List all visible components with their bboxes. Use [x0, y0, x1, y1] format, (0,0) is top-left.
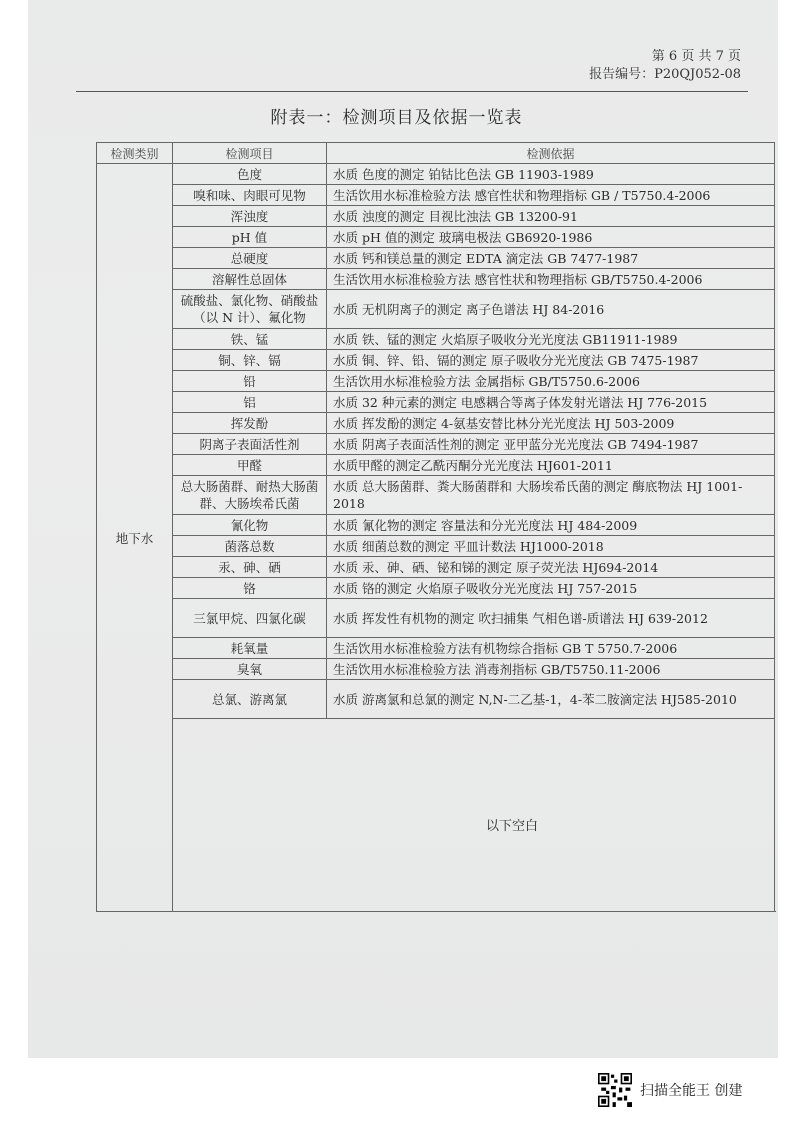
- item-cell: 汞、砷、硒: [173, 557, 327, 578]
- inspection-table: [96, 142, 775, 912]
- table-row: [97, 578, 775, 599]
- item-cell: pH 值: [173, 227, 327, 248]
- header-item: 检测项目: [173, 143, 327, 164]
- basis-cell: 水质 铁、锰的测定 火焰原子吸收分光光度法 GB11911-1989: [327, 329, 775, 350]
- basis-cell: 水质 浊度的测定 目视比浊法 GB 13200-91: [327, 206, 775, 227]
- basis-cell: 生活饮用水标准检验方法有机物综合指标 GB T 5750.7-2006: [327, 638, 775, 659]
- table-row: [97, 371, 775, 392]
- basis-cell: 水质 pH 值的测定 玻璃电极法 GB6920-1986: [327, 227, 775, 248]
- table-row: [97, 434, 775, 455]
- page-title: 附表一：检测项目及依据一览表: [270, 108, 523, 128]
- table-row: [97, 455, 775, 476]
- table-row: [97, 248, 775, 269]
- basis-cell: 水质甲醛的测定乙酰丙酮分光光度法 HJ601-2011: [327, 455, 775, 476]
- item-cell: 溶解性总固体: [173, 269, 327, 290]
- table-row: [97, 269, 775, 290]
- table-row: [97, 659, 775, 680]
- basis-cell: 水质 32 种元素的测定 电感耦合等离子体发射光谱法 HJ 776-2015: [327, 392, 775, 413]
- basis-cell: 水质 色度的测定 铂钴比色法 GB 11903-1989: [327, 164, 775, 185]
- blank-row: [97, 719, 775, 912]
- item-cell: 硫酸盐、氯化物、硝酸盐（以 N 计）、氟化物: [173, 290, 327, 329]
- table-row: [97, 515, 775, 536]
- basis-cell: 水质 铜、锌、铅、镉的测定 原子吸收分光光度法 GB 7475-1987: [327, 350, 775, 371]
- basis-cell: 水质 钙和镁总量的测定 EDTA 滴定法 GB 7477-1987: [327, 248, 775, 269]
- table-row: [97, 227, 775, 248]
- table-row: [97, 290, 775, 329]
- page-number: 第 6 页 共 7 页: [651, 49, 741, 64]
- item-cell: 臭氧: [173, 659, 327, 680]
- basis-cell: 水质 铬的测定 火焰原子吸收分光光度法 HJ 757-2015: [327, 578, 775, 599]
- scanner-watermark: [598, 1072, 742, 1108]
- basis-cell: 水质 无机阴离子的测定 离子色谱法 HJ 84-2016: [327, 290, 775, 329]
- basis-cell: 水质 汞、砷、硒、铋和锑的测定 原子荧光法 HJ694-2014: [327, 557, 775, 578]
- basis-cell: 水质 总大肠菌群、粪大肠菌群和 大肠埃希氏菌的测定 酶底物法 HJ 1001-2018: [327, 476, 775, 515]
- basis-cell: 水质 阴离子表面活性剂的测定 亚甲蓝分光光度法 GB 7494-1987: [327, 434, 775, 455]
- report-number: 报告编号：P20QJ052-08: [589, 67, 741, 82]
- basis-cell: 水质 细菌总数的测定 平皿计数法 HJ1000-2018: [327, 536, 775, 557]
- table-row: [97, 557, 775, 578]
- basis-cell: 生活饮用水标准检验方法 消毒剂指标 GB/T5750.11-2006: [327, 659, 775, 680]
- basis-cell: 生活饮用水标准检验方法 感官性状和物理指标 GB/T5750.4-2006: [327, 269, 775, 290]
- table-row: [97, 392, 775, 413]
- item-cell: 铝: [173, 392, 327, 413]
- table-row: [97, 164, 775, 185]
- table-row: [97, 206, 775, 227]
- table-row: [97, 638, 775, 659]
- blank-cell: [173, 719, 775, 912]
- item-cell: 嗅和味、肉眼可见物: [173, 185, 327, 206]
- basis-cell: 水质 挥发性有机物的测定 吹扫捕集 气相色谱-质谱法 HJ 639-2012: [327, 599, 775, 638]
- item-cell: 浑浊度: [173, 206, 327, 227]
- header-divider: [76, 91, 748, 92]
- header-category: 检测类别: [97, 143, 173, 164]
- item-cell: 铅: [173, 371, 327, 392]
- table-row: [97, 536, 775, 557]
- item-cell: 铬: [173, 578, 327, 599]
- table-row: [97, 680, 775, 719]
- item-cell: 耗氧量: [173, 638, 327, 659]
- basis-cell: 水质 挥发酚的测定 4-氨基安替比林分光光度法 HJ 503-2009: [327, 413, 775, 434]
- page-header: [589, 48, 741, 84]
- blank-area: [173, 719, 774, 911]
- item-cell: 色度: [173, 164, 327, 185]
- item-cell: 菌落总数: [173, 536, 327, 557]
- item-cell: 总硬度: [173, 248, 327, 269]
- item-cell: 挥发酚: [173, 413, 327, 434]
- basis-cell: 水质 游离氯和总氯的测定 N,N-二乙基-1，4-苯二胺滴定法 HJ585-2010: [327, 680, 775, 719]
- table-row: [97, 476, 775, 515]
- blank-note: 以下空白: [485, 819, 538, 834]
- table-row: [97, 329, 775, 350]
- item-cell: 阴离子表面活性剂: [173, 434, 327, 455]
- qr-code-icon: [598, 1073, 632, 1107]
- table-row: [97, 599, 775, 638]
- item-cell: 总氯、游离氯: [173, 680, 327, 719]
- item-cell: 氰化物: [173, 515, 327, 536]
- item-cell: 甲醛: [173, 455, 327, 476]
- basis-cell: 水质 氰化物的测定 容量法和分光光度法 HJ 484-2009: [327, 515, 775, 536]
- category-cell: 地下水: [97, 164, 173, 912]
- header-basis: 检测依据: [327, 143, 775, 164]
- basis-cell: 生活饮用水标准检验方法 金属指标 GB/T5750.6-2006: [327, 371, 775, 392]
- item-cell: 总大肠菌群、耐热大肠菌群、大肠埃希氏菌: [173, 476, 327, 515]
- item-cell: 铜、锌、镉: [173, 350, 327, 371]
- basis-cell: 生活饮用水标准检验方法 感官性状和物理指标 GB / T5750.4-2006: [327, 185, 775, 206]
- table-row: [97, 350, 775, 371]
- item-cell: 铁、锰: [173, 329, 327, 350]
- table-row: [97, 413, 775, 434]
- item-cell: 三氯甲烷、四氯化碳: [173, 599, 327, 638]
- table-row: [97, 185, 775, 206]
- scanner-credit: 扫描全能王 创建: [640, 1083, 743, 1099]
